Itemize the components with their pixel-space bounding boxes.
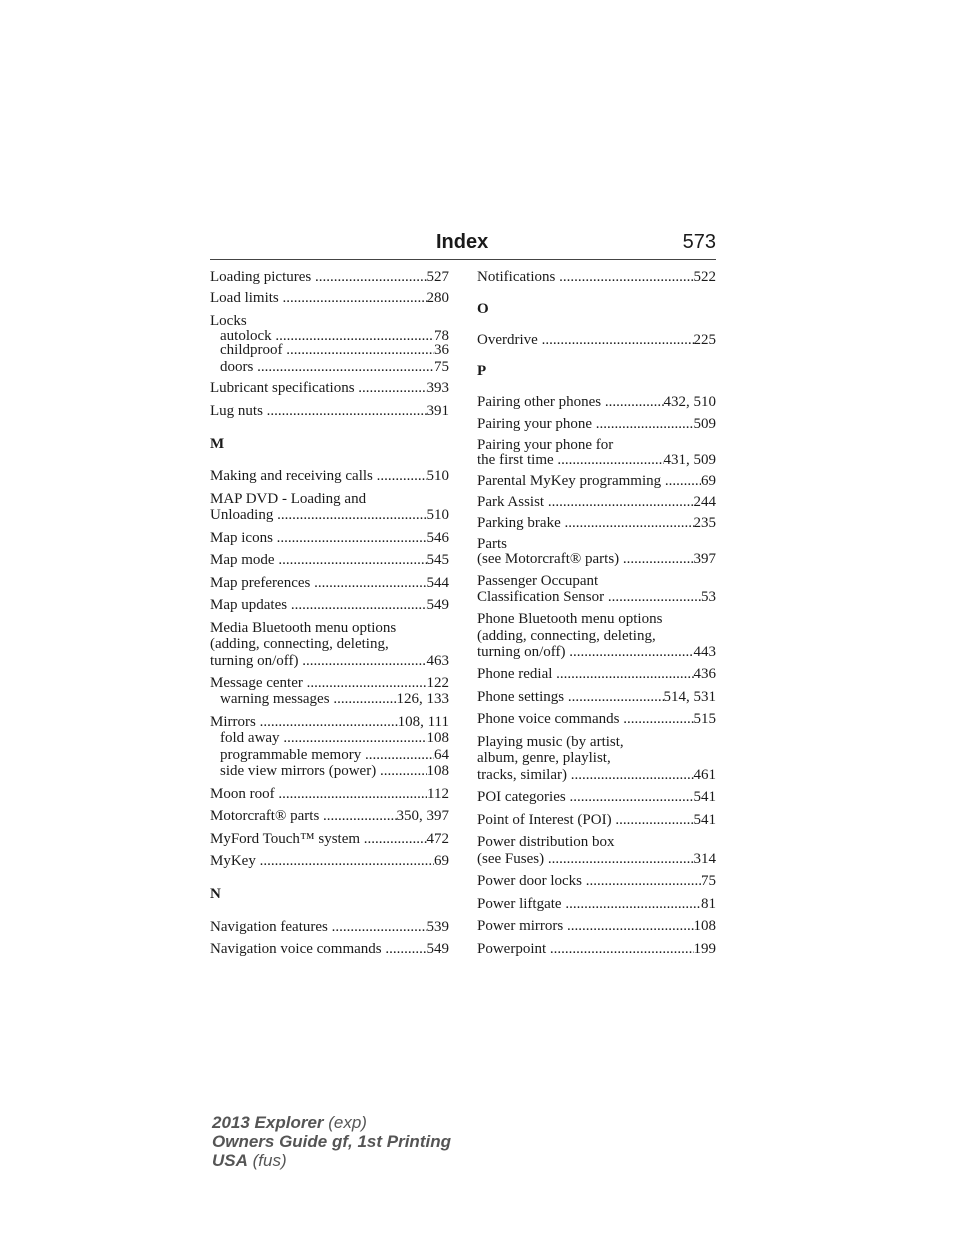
index-entry xyxy=(220,762,449,780)
index-entry-text: album, genre, playlist, xyxy=(477,750,611,766)
entry-term: Power liftgate xyxy=(477,896,566,912)
entry-term: Notifications xyxy=(477,269,560,285)
index-entry xyxy=(210,402,449,420)
section-letter: P xyxy=(477,363,487,379)
entry-term: MyFord Touch™ system xyxy=(210,831,364,847)
entry-term: MyKey xyxy=(210,853,260,869)
page-number: 573 xyxy=(682,231,716,253)
dot-leader xyxy=(364,830,427,848)
entry-term: Load limits xyxy=(210,290,283,306)
entry-term: Power mirrors xyxy=(477,918,567,934)
entry-page-reference: 431, 509 xyxy=(663,452,716,468)
entry-term: fold away xyxy=(220,730,284,746)
dot-leader xyxy=(556,665,693,683)
index-entry xyxy=(220,690,449,708)
entry-term: Overdrive xyxy=(477,332,542,348)
index-entry-text: Parts xyxy=(477,536,507,552)
entry-term: Making and receiving calls xyxy=(210,468,377,484)
entry-term: Loading pictures xyxy=(210,269,315,285)
entry-page-reference: 81 xyxy=(701,896,716,912)
entry-term: Pairing your phone xyxy=(477,416,596,432)
dot-leader xyxy=(586,872,701,890)
dot-leader xyxy=(315,268,427,286)
index-entry xyxy=(210,918,449,936)
dot-leader xyxy=(569,643,693,661)
dot-leader xyxy=(608,588,701,606)
index-entry xyxy=(477,665,716,683)
footer-line-1: 2013 Explorer (exp) xyxy=(212,1113,367,1132)
entry-term: childproof xyxy=(220,342,287,358)
entry-term: Motorcraft® parts xyxy=(210,808,324,824)
entry-term: Park Assist xyxy=(477,494,548,510)
entry-page-reference: 126, 133 xyxy=(396,691,449,707)
index-entry xyxy=(477,493,716,511)
entry-page-reference: 510 xyxy=(426,507,449,523)
entry-page-reference: 69 xyxy=(701,473,716,489)
entry-term: Unloading xyxy=(210,507,278,523)
dot-leader xyxy=(565,895,701,913)
entry-page-reference: 350, 397 xyxy=(396,808,449,824)
index-entry xyxy=(210,268,449,286)
footer-line-2: Owners Guide gf, 1st Printing xyxy=(212,1132,451,1151)
dot-leader xyxy=(277,529,427,547)
index-entry xyxy=(220,358,449,376)
entry-term: Phone settings xyxy=(477,689,568,705)
entry-term: Pairing other phones xyxy=(477,394,605,410)
entry-page-reference: 544 xyxy=(426,575,449,591)
dot-leader xyxy=(332,918,427,936)
dot-leader xyxy=(260,852,434,870)
entry-page-reference: 235 xyxy=(693,515,716,531)
entry-term: Phone redial xyxy=(477,666,557,682)
entry-term: Moon roof xyxy=(210,786,279,802)
entry-term: Point of Interest (POI) xyxy=(477,812,616,828)
index-entry-text: Playing music (by artist, xyxy=(477,734,624,750)
index-entry xyxy=(477,766,716,784)
dot-leader xyxy=(323,807,396,825)
index-entry xyxy=(210,379,449,397)
index-entry xyxy=(477,811,716,829)
entry-term: Map preferences xyxy=(210,575,315,591)
index-entry-text: (adding, connecting, deleting, xyxy=(210,636,389,652)
dot-leader xyxy=(377,467,427,485)
index-entry xyxy=(477,550,716,568)
section-letter: O xyxy=(477,301,489,317)
entry-term: turning on/off) xyxy=(210,653,303,669)
entry-term: programmable memory xyxy=(220,747,365,763)
index-entry-text: Power distribution box xyxy=(477,834,615,850)
index-entry xyxy=(210,467,449,485)
entry-page-reference: 112 xyxy=(427,786,449,802)
entry-page-reference: 108 xyxy=(426,763,449,779)
dot-leader xyxy=(605,393,664,411)
dot-leader xyxy=(569,788,693,806)
entry-term: Phone voice commands xyxy=(477,711,624,727)
dot-leader xyxy=(385,940,426,958)
entry-page-reference: 541 xyxy=(693,812,716,828)
index-entry xyxy=(477,788,716,806)
entry-page-reference: 397 xyxy=(693,551,716,567)
entry-term: turning on/off) xyxy=(477,644,570,660)
entry-page-reference: 514, 531 xyxy=(663,689,716,705)
dot-leader xyxy=(257,358,434,376)
entry-page-reference: 546 xyxy=(426,530,449,546)
entry-term: side view mirrors (power) xyxy=(220,763,380,779)
page-header xyxy=(210,229,716,260)
entry-page-reference: 64 xyxy=(434,747,449,763)
entry-page-reference: 108 xyxy=(693,918,716,934)
entry-term: Powerpoint xyxy=(477,941,550,957)
entry-term: POI categories xyxy=(477,789,570,805)
entry-term: Lubricant specifications xyxy=(210,380,359,396)
dot-leader xyxy=(278,551,426,569)
index-entry xyxy=(210,596,449,614)
section-letter: M xyxy=(210,436,225,452)
index-entry xyxy=(210,551,449,569)
entry-page-reference: 53 xyxy=(701,589,716,605)
index-entry xyxy=(477,688,716,706)
entry-term: Mirrors xyxy=(210,714,260,730)
index-entry xyxy=(210,506,449,524)
dot-leader xyxy=(358,379,426,397)
index-entry xyxy=(210,289,449,307)
entry-page-reference: 539 xyxy=(426,919,449,935)
index-entry-text: Passenger Occupant xyxy=(477,573,599,589)
dot-leader xyxy=(283,729,426,747)
index-entry xyxy=(477,588,716,606)
index-entry xyxy=(477,268,716,286)
entry-page-reference: 436 xyxy=(693,666,716,682)
index-entry xyxy=(477,643,716,661)
index-entry xyxy=(210,940,449,958)
dot-leader xyxy=(333,690,396,708)
entry-page-reference: 75 xyxy=(701,873,716,889)
dot-leader xyxy=(557,451,663,469)
dot-leader xyxy=(277,506,426,524)
dot-leader xyxy=(571,766,694,784)
entry-term: Navigation voice commands xyxy=(210,941,386,957)
index-entry xyxy=(477,331,716,349)
entry-page-reference: 391 xyxy=(426,403,449,419)
entry-page-reference: 472 xyxy=(426,831,449,847)
entry-page-reference: 510 xyxy=(426,468,449,484)
entry-page-reference: 527 xyxy=(426,269,449,285)
dot-leader xyxy=(568,688,664,706)
index-entry-text: Phone Bluetooth menu options xyxy=(477,611,663,627)
entry-term: (see Motorcraft® parts) xyxy=(477,551,623,567)
entry-term: Map updates xyxy=(210,597,291,613)
entry-page-reference: 78 xyxy=(434,328,449,344)
entry-term: Classification Sensor xyxy=(477,589,608,605)
entry-page-reference: 549 xyxy=(426,941,449,957)
index-entry xyxy=(477,393,716,411)
section-letter: N xyxy=(210,886,221,902)
index-entry-text: (adding, connecting, deleting, xyxy=(477,628,656,644)
index-entry xyxy=(210,830,449,848)
entry-page-reference: 461 xyxy=(693,767,716,783)
entry-page-reference: 36 xyxy=(434,342,449,358)
entry-term: (see Fuses) xyxy=(477,851,548,867)
index-entry xyxy=(220,341,449,359)
entry-page-reference: 122 xyxy=(426,675,449,691)
index-entry xyxy=(477,472,716,490)
dot-leader xyxy=(596,415,694,433)
page-footer xyxy=(212,1113,532,1170)
page-title: Index xyxy=(436,231,489,253)
dot-leader xyxy=(286,341,434,359)
dot-leader xyxy=(550,940,694,958)
index-entry xyxy=(477,917,716,935)
entry-page-reference: 75 xyxy=(434,359,449,375)
dot-leader xyxy=(623,550,694,568)
entry-page-reference: 522 xyxy=(693,269,716,285)
entry-page-reference: 314 xyxy=(693,851,716,867)
index-entry xyxy=(210,807,449,825)
index-entry xyxy=(477,415,716,433)
dot-leader xyxy=(564,514,693,532)
index-entry xyxy=(477,872,716,890)
index-entry xyxy=(477,850,716,868)
index-entry-text: Pairing your phone for xyxy=(477,437,614,453)
dot-leader xyxy=(302,652,426,670)
index-entry-text: Media Bluetooth menu options xyxy=(210,620,397,636)
dot-leader xyxy=(559,268,693,286)
dot-leader xyxy=(623,710,693,728)
entry-term: Power door locks xyxy=(477,873,586,889)
entry-term: Parking brake xyxy=(477,515,565,531)
entry-page-reference: 199 xyxy=(693,941,716,957)
entry-page-reference: 69 xyxy=(434,853,449,869)
dot-leader xyxy=(283,289,427,307)
index-entry xyxy=(210,652,449,670)
entry-page-reference: 463 xyxy=(426,653,449,669)
dot-leader xyxy=(380,762,427,780)
entry-term: Map mode xyxy=(210,552,279,568)
entry-page-reference: 443 xyxy=(693,644,716,660)
entry-term: tracks, similar) xyxy=(477,767,571,783)
dot-leader xyxy=(615,811,693,829)
entry-term: doors xyxy=(220,359,258,375)
index-entry xyxy=(220,729,449,747)
entry-page-reference: 244 xyxy=(693,494,716,510)
index-entry xyxy=(477,451,716,469)
entry-page-reference: 225 xyxy=(693,332,716,348)
entry-page-reference: 108 xyxy=(426,730,449,746)
index-entry-text: MAP DVD - Loading and xyxy=(210,491,367,507)
index-entry xyxy=(477,895,716,913)
entry-term: Lug nuts xyxy=(210,403,267,419)
index-entry-text: Locks xyxy=(210,313,247,329)
entry-term: Navigation features xyxy=(210,919,332,935)
entry-page-reference: 549 xyxy=(426,597,449,613)
entry-page-reference: 541 xyxy=(693,789,716,805)
dot-leader xyxy=(314,574,426,592)
index-entry xyxy=(477,710,716,728)
entry-term: Message center xyxy=(210,675,307,691)
dot-leader xyxy=(567,917,694,935)
entry-page-reference: 432, 510 xyxy=(663,394,716,410)
footer-line-3: USA (fus) xyxy=(212,1151,287,1170)
dot-leader xyxy=(278,785,427,803)
index-entry xyxy=(210,785,449,803)
entry-term: autolock xyxy=(220,328,276,344)
dot-leader xyxy=(267,402,427,420)
entry-term: Map icons xyxy=(210,530,277,546)
entry-page-reference: 393 xyxy=(426,380,449,396)
entry-term: the first time xyxy=(477,452,558,468)
index-entry xyxy=(210,852,449,870)
entry-page-reference: 280 xyxy=(426,290,449,306)
entry-page-reference: 515 xyxy=(693,711,716,727)
entry-term: Parental MyKey programming xyxy=(477,473,665,489)
dot-leader xyxy=(548,493,694,511)
dot-leader xyxy=(291,596,427,614)
entry-page-reference: 509 xyxy=(693,416,716,432)
index-entry xyxy=(477,514,716,532)
index-entry xyxy=(477,940,716,958)
entry-term: warning messages xyxy=(220,691,334,707)
dot-leader xyxy=(548,850,694,868)
dot-leader xyxy=(665,472,701,490)
index-entry xyxy=(210,574,449,592)
entry-page-reference: 108, 111 xyxy=(397,714,449,730)
index-entry xyxy=(210,529,449,547)
entry-page-reference: 545 xyxy=(426,552,449,568)
dot-leader xyxy=(542,331,694,349)
